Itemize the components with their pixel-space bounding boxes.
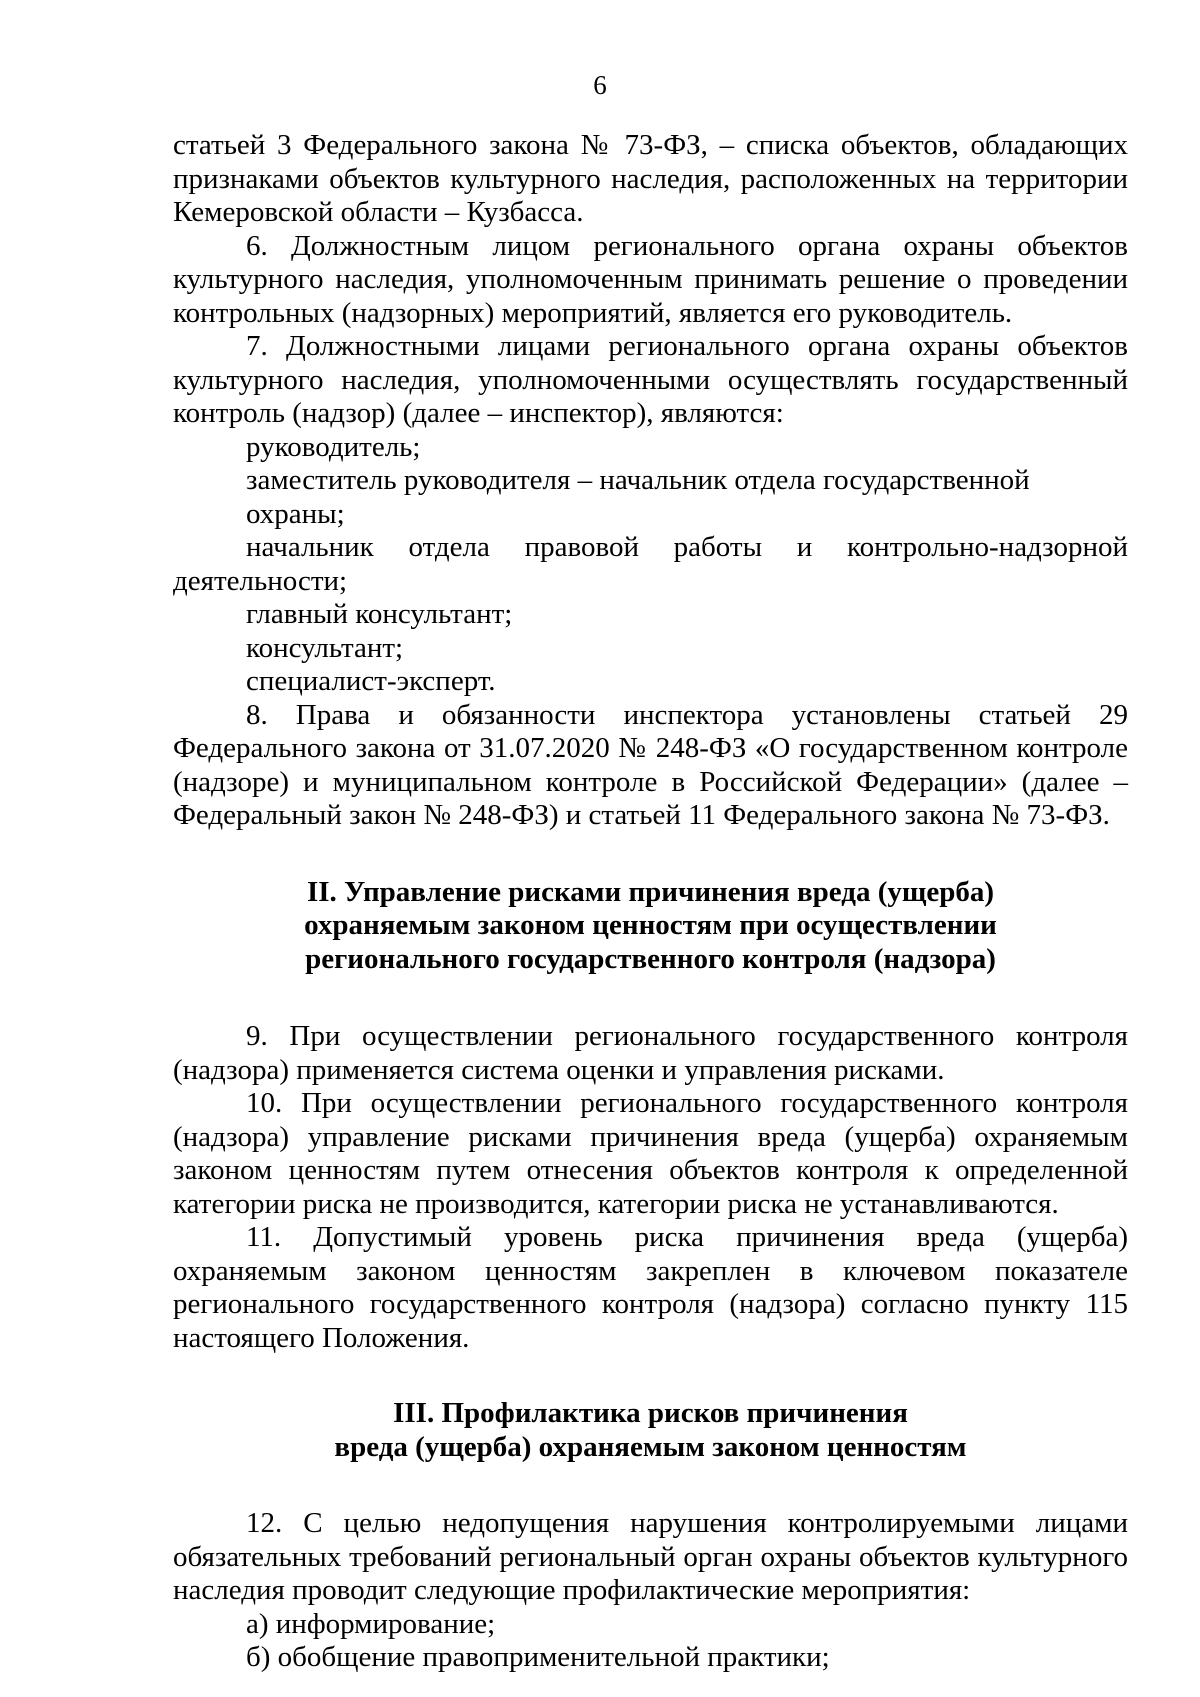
paragraph-12: 12. С целью недопущения нарушения контролируемыми лицами обязательных требований региональный орган охраны объектов культурного наследия проводит следующие профилактические мероприятия: — [173, 1507, 1128, 1606]
paragraph-11: 11. Допустимый уровень риска причинения вреда (ущерба) охраняемым законом ценностям закреплен в ключевом показателе регионального государственного контроля (надзора) согласно пункту 115 настоящего Положения. — [173, 1221, 1128, 1354]
heading-line: III. Профилактика рисков причинения — [393, 1397, 908, 1429]
paragraph-6: 6. Должностным лицом регионального органа охраны объектов культурного наследия, уполномоченным принимать решение о проведении контрольных (надзорных) мероприятий, является его руководитель. — [173, 229, 1128, 329]
paragraph-10: 10. При осуществлении регионального государственного контроля (надзора) управление рисками причинения вреда (ущерба) охраняемым законом ценностям путем отнесения объектов контроля к определенной категории риска не производится, категории риска не устанавливаются. — [173, 1087, 1128, 1220]
section-3-heading — [173, 1397, 1128, 1464]
heading-line: II. Управление рисками причинения вреда (ущерба) — [306, 875, 994, 908]
page-number: 6 — [593, 70, 607, 100]
official-item: главный консультант; — [246, 598, 513, 630]
document-body — [173, 129, 1128, 1675]
heading-line: регионального государственного контроля (надзора) — [305, 942, 996, 975]
official-item: заместитель руководителя – начальник отдела государственной охраны; — [246, 464, 1030, 530]
measure-item: б) обобщение правоприменительной практики; — [246, 1641, 830, 1673]
heading-line: вреда (ущерба) охраняемым законом ценностям — [334, 1430, 967, 1463]
paragraph-7: 7. Должностными лицами регионального органа охраны объектов культурного наследия, уполномоченными осуществлять государственный контроль (надзор) (далее – инспектор), являются: — [173, 330, 1128, 429]
paragraph-8: 8. Права и обязанности инспектора установлены статьей 29 Федерального закона от 31.07.2020 № 248-ФЗ «О государственном контроле (надзоре) и муниципальном контроле в Российской Федерации» (далее – Федеральный закон № 248-ФЗ) и статьей 11 Федерального закона № 73-ФЗ. — [173, 698, 1128, 831]
measure-item: а) информирование; — [246, 1607, 496, 1640]
paragraph-continuation: статьей 3 Федерального закона № 73-ФЗ, – списка объектов, обладающих признаками объектов культурного наследия, расположенных на территории Кемеровской области – Кузбасса. — [173, 129, 1128, 228]
official-item: руководитель; — [246, 430, 421, 463]
official-item: начальник отдела правовой работы и контрольно-надзорной деятельности; — [173, 531, 1128, 597]
official-item: консультант; — [246, 631, 404, 664]
section-2-heading — [173, 876, 1128, 977]
official-item: специалист-эксперт. — [246, 665, 496, 697]
paragraph-9: 9. При осуществлении регионального государственного контроля (надзора) применяется система оценки и управления рисками. — [173, 1020, 1128, 1086]
heading-line: охраняемым законом ценностям при осуществлении — [304, 909, 997, 941]
